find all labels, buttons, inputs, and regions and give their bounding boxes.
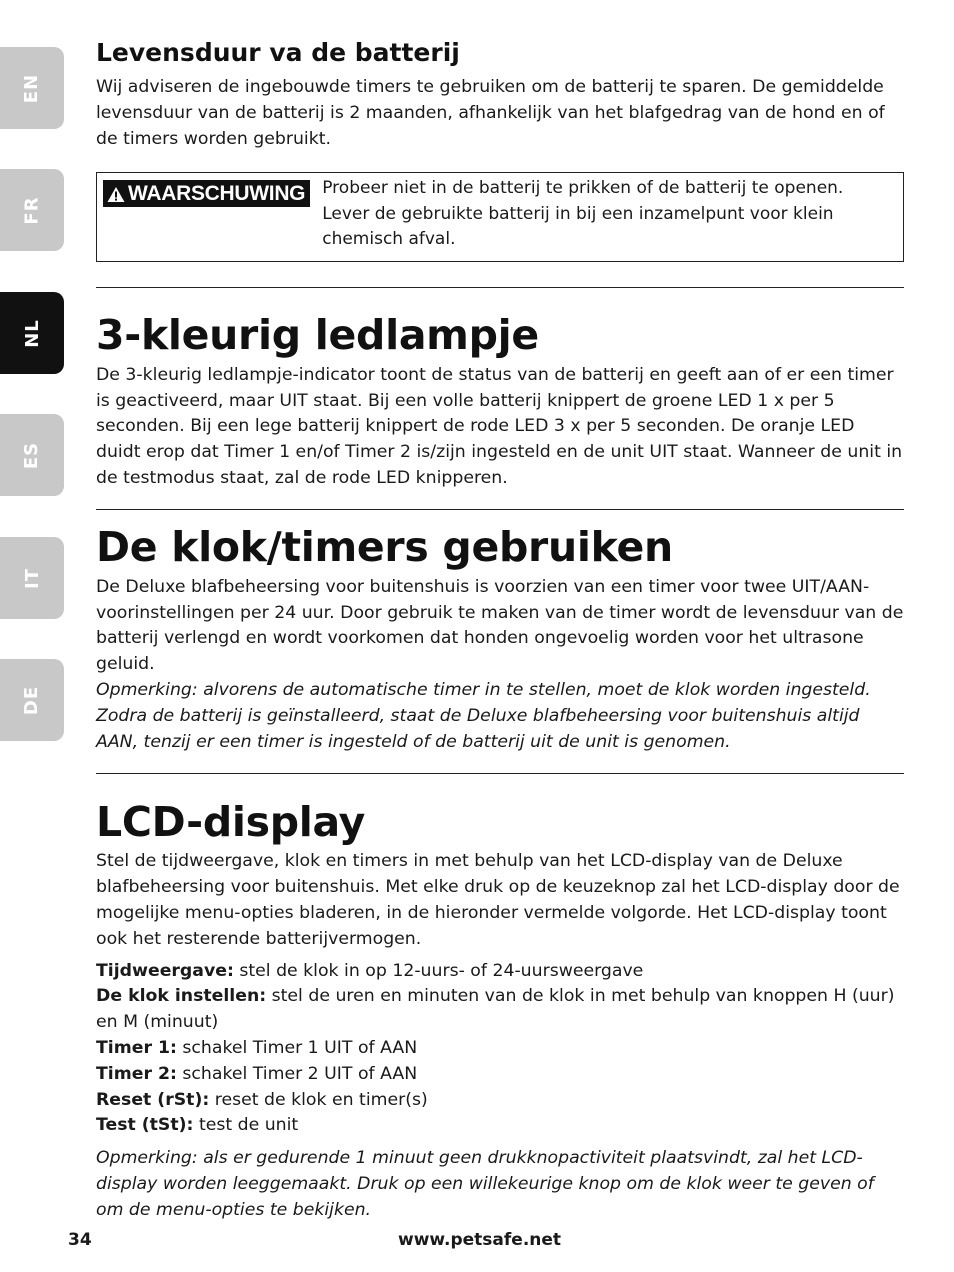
- tab-fr[interactable]: FR: [0, 169, 64, 251]
- lcd-section: [96, 798, 904, 1223]
- lcd-menu-options: [96, 959, 904, 1140]
- warning-box: [96, 172, 904, 262]
- tab-es[interactable]: ES: [0, 414, 64, 496]
- tab-de[interactable]: DE: [0, 659, 64, 741]
- page-content: [96, 38, 904, 1224]
- clock-note: Opmerking: alvorens de automatische timer in te stellen, moet de klok worden ingesteld. Zodra de batterij is geïnstalleerd, staat de Deluxe blafbeheersing voor buitenshuis altijd AAN, tenzij er een timer is ingesteld of de batterij uit de unit is genomen.: [96, 680, 871, 752]
- divider: [96, 773, 904, 774]
- website-link[interactable]: www.petsafe.net: [398, 1230, 562, 1250]
- warning-label-text: WAARSCHUWING: [128, 182, 306, 206]
- clock-body: De Deluxe blafbeheersing voor buitenshuis is voorzien van een timer voor twee UIT/AAN-voorinstellingen per 24 uur. Door gebruik te maken van de timer wordt de levensduur van de batterij verlengd en wordt voorkomen dat honden ongevoelig worden voor het ultrasone geluid.: [96, 576, 904, 675]
- tab-nl[interactable]: NL: [0, 292, 64, 374]
- lcd-note: Opmerking: als er gedurende 1 minuut geen drukknopactiviteit plaatsvindt, zal het LCD-display worden leeggemaakt. Druk op een willekeurige knop om de klok weer te geven of om de menu-opties te bekijken.: [96, 1148, 874, 1220]
- divider: [96, 509, 904, 510]
- divider: [96, 287, 904, 288]
- list-item: Timer 2: schakel Timer 2 UIT of AAN: [96, 1063, 418, 1084]
- list-item: Tijdweergave: stel de klok in op 12-uurs- of 24-uursweergave: [96, 960, 644, 981]
- warning-label: [103, 180, 310, 207]
- led-section: [96, 311, 904, 492]
- page-footer: [68, 1230, 904, 1254]
- tab-en[interactable]: EN: [0, 47, 64, 129]
- tab-it[interactable]: IT: [0, 537, 64, 619]
- page-number: 34: [68, 1230, 92, 1250]
- list-item: De klok instellen: stel de uren en minuten van de klok in met behulp van knoppen H (uur) en M (minuut): [96, 986, 895, 1033]
- language-tabs: [0, 0, 64, 1272]
- lcd-body: Stel de tijdweergave, klok en timers in met behulp van het LCD-display van de Deluxe blafbeheersing voor buitenshuis. Met elke druk op de keuzeknop zal het LCD-display door de mogelijke menu-opties bladeren, in de hieronder vermelde volgorde. Het LCD-display toont ook het resterende batterijvermogen.: [96, 851, 900, 949]
- clock-heading: De klok/timers gebruiken: [96, 522, 673, 571]
- list-item: Reset (rSt): reset de klok en timer(s): [96, 1089, 428, 1110]
- led-body: De 3-kleurig ledlampje-indicator toont de status van de batterij en geeft aan of er een timer is geactiveerd, maar UIT staat. Bij een volle batterij knippert de groene LED 1 x per 5 seconden. Bij een lege batterij knippert de rode LED 3 x per 5 seconden. De oranje LED duidt erop dat Timer 1 en/of Timer 2 is/zijn ingesteld en de unit UIT staat. Wanneer de unit in de testmodus staat, zal de rode LED knipperen.: [96, 364, 903, 489]
- list-item: Test (tSt): test de unit: [96, 1115, 299, 1136]
- list-item: Timer 1: schakel Timer 1 UIT of AAN: [96, 1038, 418, 1059]
- led-heading: 3-kleurig ledlampje: [96, 310, 539, 359]
- clock-section: [96, 523, 904, 756]
- battery-heading: Levensduur va de batterij: [96, 38, 460, 67]
- warning-text: Probeer niet in de batterij te prikken of de batterij te openen. Lever de gebruikte batterij in bij een inzamelpunt voor klein chemisch afval.: [322, 178, 844, 250]
- battery-section: [96, 38, 904, 262]
- battery-body: Wij adviseren de ingebouwde timers te gebruiken om de batterij te sparen. De gemiddelde levensduur van de batterij is 2 maanden, afhankelijk van het blafgedrag van de hond en of de timers worden gebruikt.: [96, 77, 885, 149]
- lcd-heading: LCD-display: [96, 798, 366, 847]
- warning-triangle-icon: [107, 186, 125, 203]
